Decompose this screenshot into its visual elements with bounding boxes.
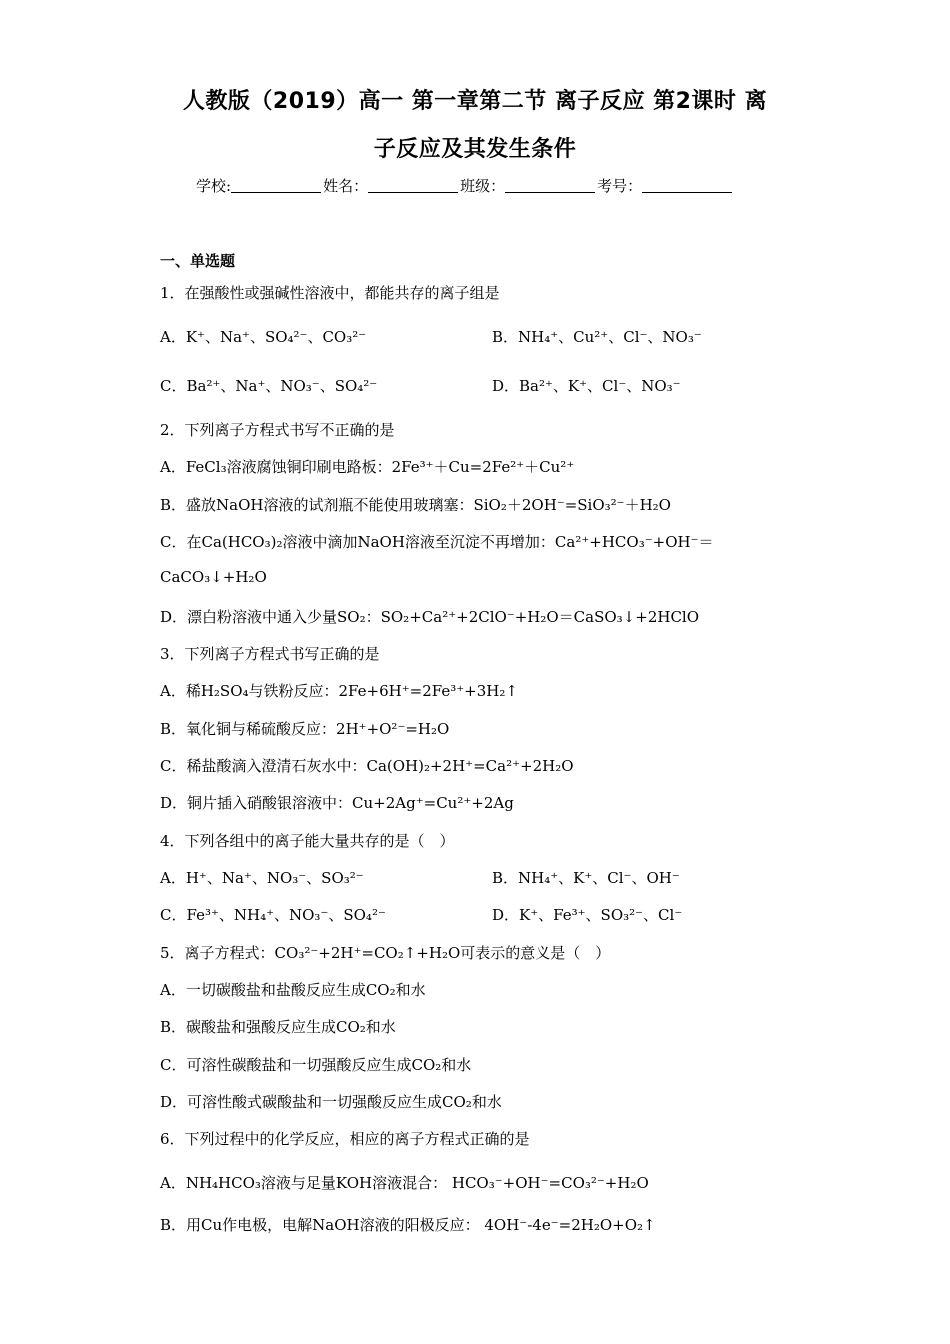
q5-option-a: A．一切碳酸盐和盐酸反应生成CO₂和水 bbox=[160, 981, 426, 999]
name-label: 姓名： bbox=[323, 177, 369, 195]
school-label: 学校: bbox=[196, 177, 232, 195]
q5-stem: 5．离子方程式：CO₃²⁻+2H⁺=CO₂↑+H₂O可表示的意义是（ ） bbox=[160, 944, 611, 962]
q4-option-d: D．K⁺、Fe³⁺、SO₃²⁻、Cl⁻ bbox=[492, 906, 683, 924]
section-heading: 一、单选题 bbox=[160, 252, 236, 270]
q6-option-b: B．用Cu作电极，电解NaOH溶液的阳极反应： 4OH⁻-4e⁻=2H₂O+O₂↑ bbox=[160, 1216, 656, 1234]
class-label: 班级： bbox=[460, 177, 506, 195]
name-blank bbox=[368, 178, 458, 193]
q3-option-d: D．铜片插入硝酸银溶液中：Cu+2Ag⁺=Cu²⁺+2Ag bbox=[160, 794, 514, 812]
q6-stem: 6．下列过程中的化学反应，相应的离子方程式正确的是 bbox=[160, 1130, 530, 1148]
q4-option-b: B．NH₄⁺、K⁺、Cl⁻、OH⁻ bbox=[492, 869, 680, 887]
q2-option-b: B．盛放NaOH溶液的试剂瓶不能使用玻璃塞：SiO₂＋2OH⁻=SiO₃²⁻＋H₂O bbox=[160, 496, 671, 514]
class-blank bbox=[505, 178, 595, 193]
q5-option-c: C．可溶性碳酸盐和一切强酸反应生成CO₂和水 bbox=[160, 1056, 472, 1074]
q4-option-a: A．H⁺、Na⁺、NO₃⁻、SO₃²⁻ bbox=[160, 869, 364, 887]
student-info-row bbox=[196, 175, 734, 196]
q1-stem: 1．在强酸性或强碱性溶液中，都能共存的离子组是 bbox=[160, 284, 500, 302]
q3-option-b: B．氧化铜与稀硫酸反应：2H⁺+O²⁻=H₂O bbox=[160, 720, 450, 738]
q2-option-d: D．漂白粉溶液中通入少量SO₂：SO₂+Ca²⁺+2ClO⁻+H₂O＝CaSO₃↓+2HClO bbox=[160, 608, 700, 626]
number-label: 考号： bbox=[597, 177, 643, 195]
q3-stem: 3．下列离子方程式书写正确的是 bbox=[160, 645, 380, 663]
title-line-2: 子反应及其发生条件 bbox=[373, 137, 577, 162]
q2-option-a: A．FeCl₃溶液腐蚀铜印刷电路板：2Fe³⁺＋Cu=2Fe²⁺＋Cu²⁺ bbox=[160, 458, 575, 476]
q1-option-c: C．Ba²⁺、Na⁺、NO₃⁻、SO₄²⁻ bbox=[160, 377, 378, 395]
q4-stem: 4．下列各组中的离子能大量共存的是（ ） bbox=[160, 832, 455, 850]
q3-option-c: C．稀盐酸滴入澄清石灰水中：Ca(OH)₂+2H⁺=Ca²⁺+2H₂O bbox=[160, 757, 574, 775]
school-blank bbox=[231, 178, 321, 193]
title-line-1: 人教版（2019）高一 第一章第二节 离子反应 第2课时 离 bbox=[182, 89, 768, 114]
number-blank bbox=[642, 178, 732, 193]
q4-option-c: C．Fe³⁺、NH₄⁺、NO₃⁻、SO₄²⁻ bbox=[160, 906, 386, 924]
q5-option-d: D．可溶性酸式碳酸盐和一切强酸反应生成CO₂和水 bbox=[160, 1093, 502, 1111]
q5-option-b: B．碳酸盐和强酸反应生成CO₂和水 bbox=[160, 1018, 396, 1036]
q3-option-a: A．稀H₂SO₄与铁粉反应：2Fe+6H⁺=2Fe³⁺+3H₂↑ bbox=[160, 682, 518, 700]
q6-option-a: A．NH₄HCO₃溶液与足量KOH溶液混合： HCO₃⁻+OH⁻=CO₃²⁻+H₂O bbox=[160, 1174, 649, 1192]
q1-option-b: B．NH₄⁺、Cu²⁺、Cl⁻、NO₃⁻ bbox=[492, 328, 702, 346]
q1-option-a: A．K⁺、Na⁺、SO₄²⁻、CO₃²⁻ bbox=[160, 328, 367, 346]
q2-option-c: C．在Ca(HCO₃)₂溶液中滴加NaOH溶液至沉淀不再增加：Ca²⁺+HCO₃⁻+OH⁻＝ bbox=[160, 533, 714, 551]
q2-stem: 2．下列离子方程式书写不正确的是 bbox=[160, 421, 395, 439]
q1-option-d: D．Ba²⁺、K⁺、Cl⁻、NO₃⁻ bbox=[492, 377, 681, 395]
q2-option-c-continued: CaCO₃↓+H₂O bbox=[160, 568, 267, 586]
